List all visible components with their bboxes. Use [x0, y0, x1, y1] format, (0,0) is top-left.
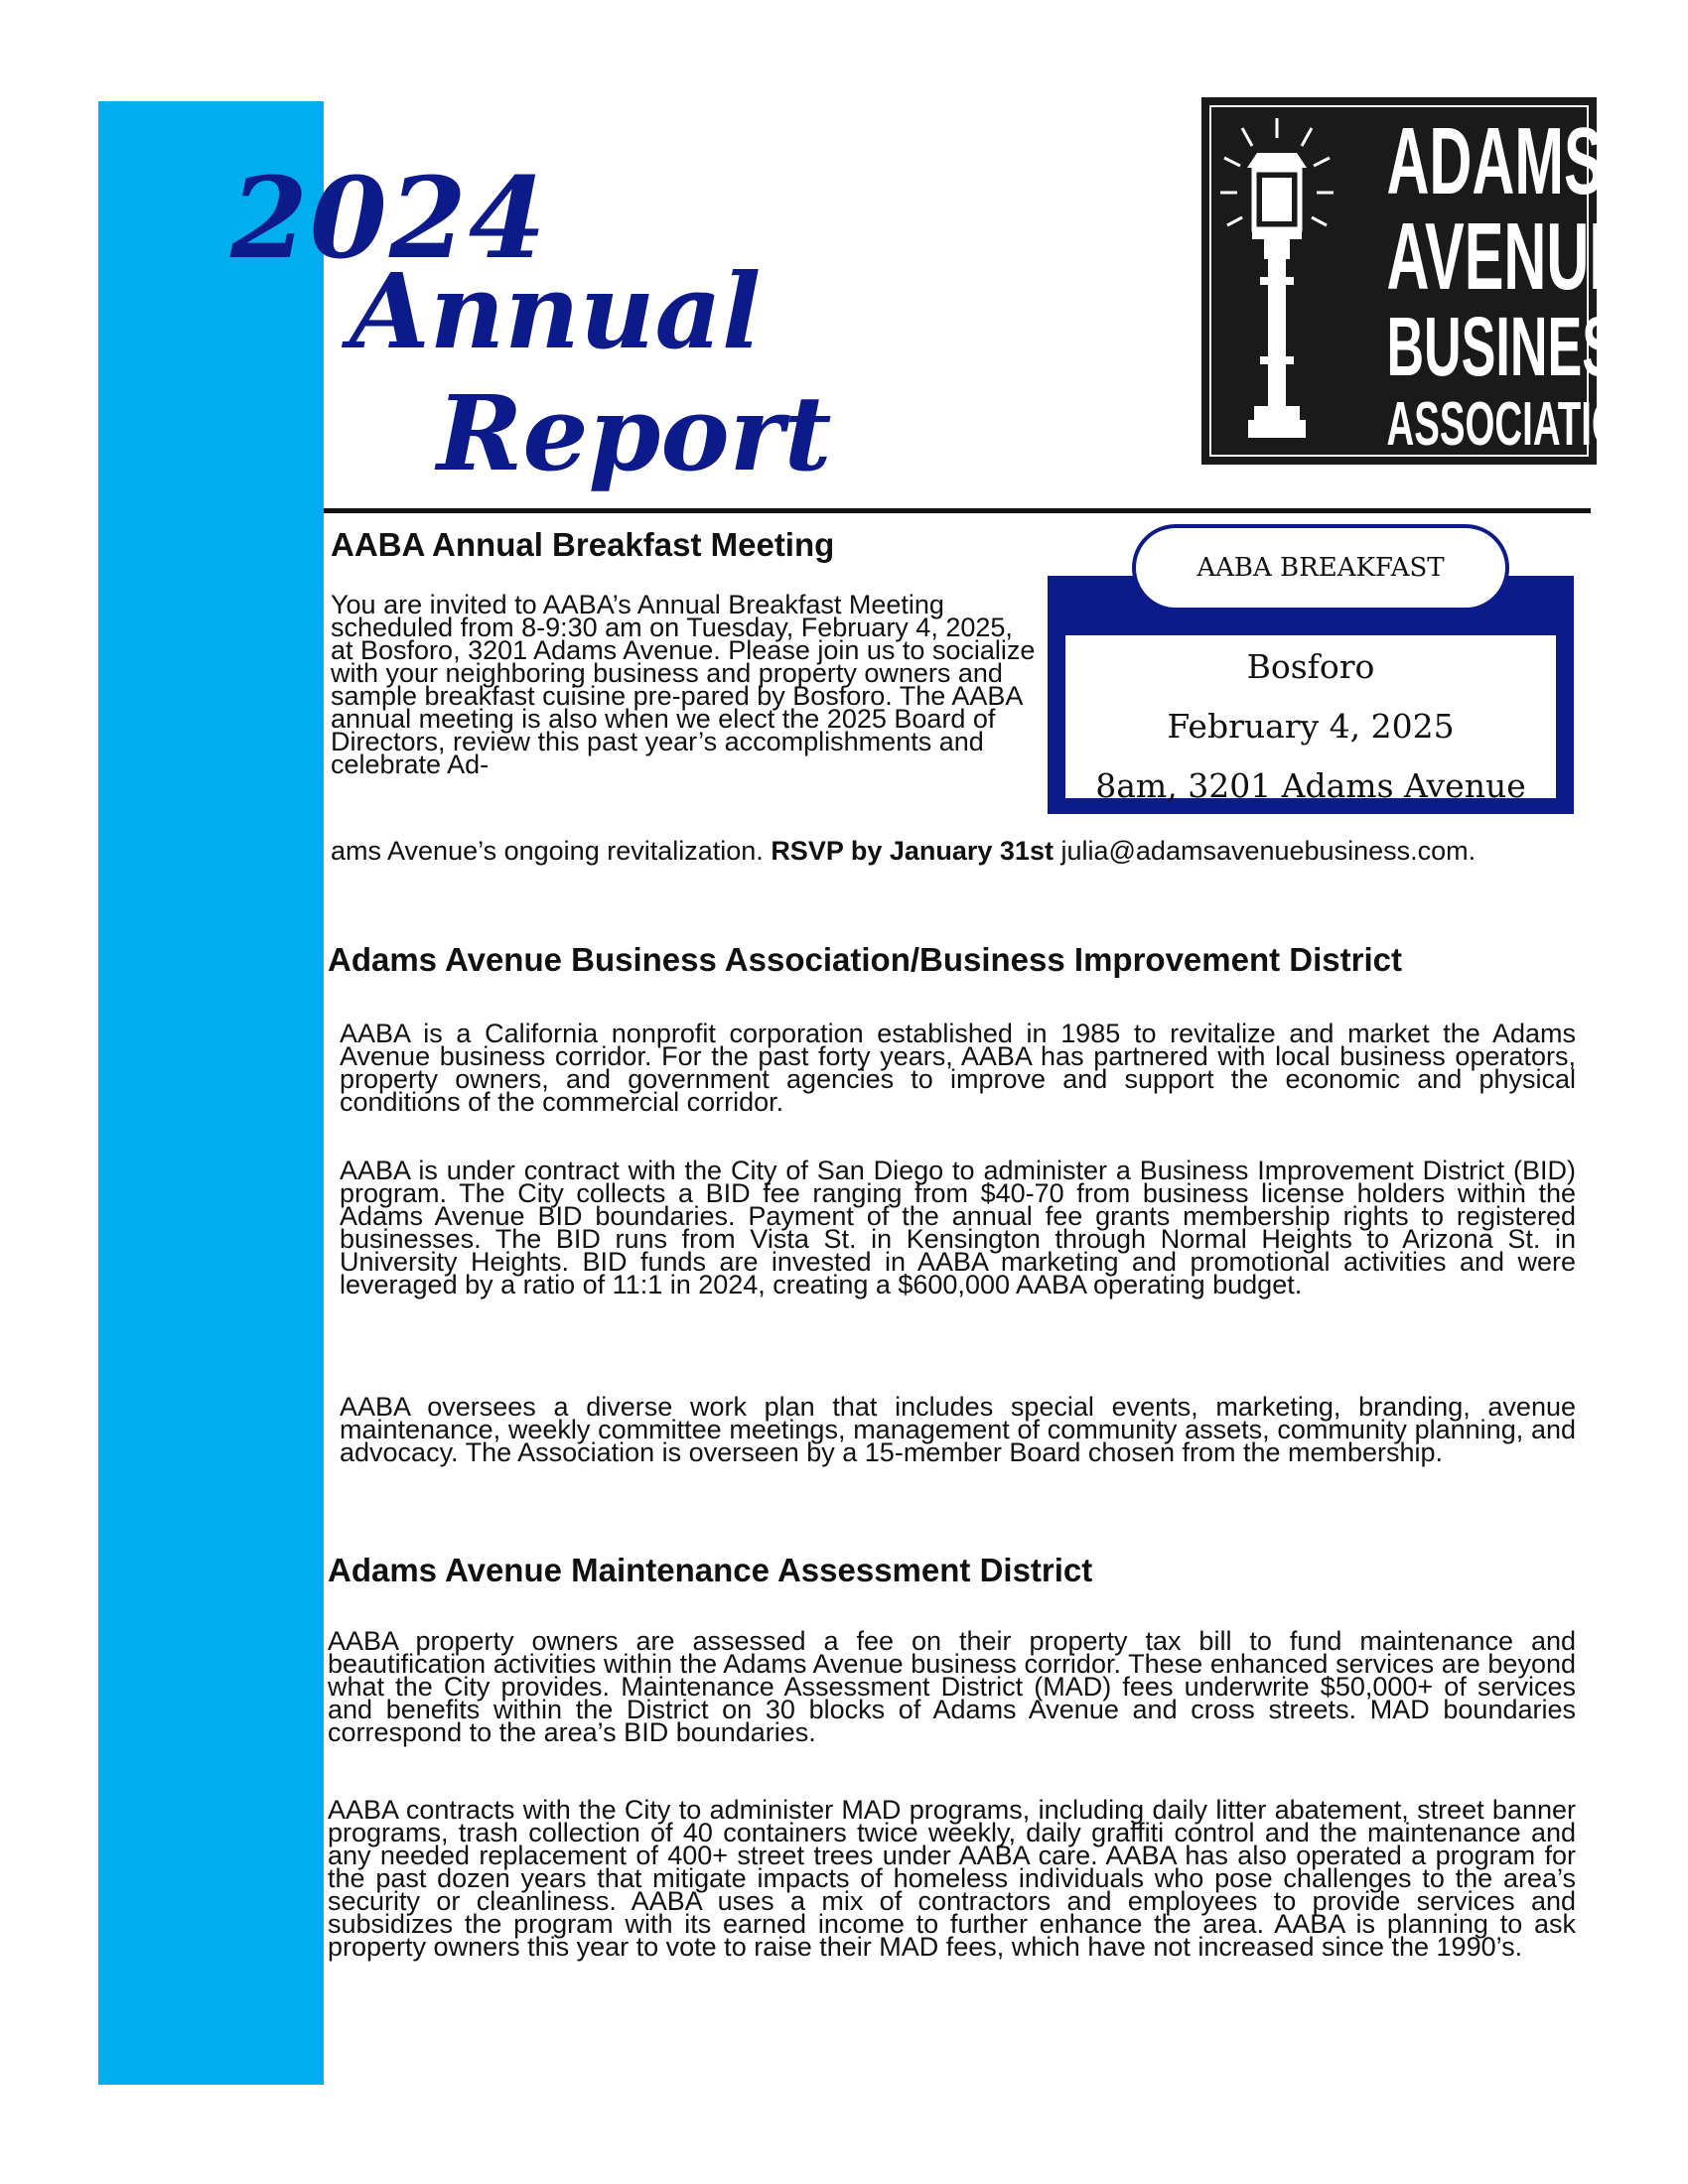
- mad-heading: Adams Avenue Maintenance Assessment District: [328, 1552, 1093, 1588]
- event-venue: Bosforo: [1246, 647, 1375, 686]
- aaba-logo: [1201, 97, 1651, 465]
- mad-paragraph: AABA contracts with the City to administer MAD programs, including daily litter abatement, street banner programs, trash collection of 40 containers twice weekly, daily graffiti control and the maintenance and any needed replacement of 400+ street trees under AABA care. AABA has also operated a program for the past dozen years that mitigate impacts of homeless individuals who pose challenges to the area’s security or cleanliness. AABA uses a mix of contractors and employees to provide services and subsidizes the program with its earned income to further enhance the area. AABA is planning to ask property owners this year to vote to raise their MAD fees, which have not increased since the 1990’s.: [328, 1795, 1576, 1962]
- event-time-address: 8am, 3201 Adams Avenue: [1095, 766, 1526, 805]
- breakfast-invitation-text: You are invited to AABA’s Annual Breakfast Meeting scheduled from 8-9:30 am on Tuesday, February 4, 2025, at Bosforo, 3201 Adams Avenue. Please join us to socialize with your neighboring business and property owners and sample breakfast cuisine pre-pared by Bosforo. The AABA annual meeting is also when we elect the 2025 Board of Directors, review this past year’s accomplishments and celebrate Ad-: [331, 590, 1036, 779]
- left-accent-bar: [98, 101, 324, 2085]
- bid-paragraph: AABA is under contract with the City of San Diego to administer a Business Improvement District (BID) program. The City collects a BID fee ranging from $40-70 from business license holders within the Adams Avenue BID boundaries. Payment of the annual fee grants membership rights to registered businesses. The BID runs from Vista St. in Kensington through Normal Heights to Arizona St. in University Heights. BID funds are invested in AABA marketing and promotional activities and were leveraged by a ratio of 11:1 in 2024, creating a $600,000 AABA operating budget.: [340, 1156, 1576, 1299]
- breakfast-event-box: [1048, 576, 1574, 814]
- bid-paragraph: AABA oversees a diverse work plan that includes special events, marketing, branding, avenue maintenance, weekly committee meetings, management of community assets, community planning, and advocacy. The Association is overseen by a 15-member Board chosen from the membership.: [340, 1392, 1576, 1467]
- rsvp-deadline: RSVP by January 31st: [771, 836, 1054, 866]
- event-date: February 4, 2025: [1167, 707, 1455, 746]
- mad-paragraph: AABA property owners are assessed a fee on their property tax bill to fund maintenance and beautification activities within the Adams Avenue business corridor. These enhanced services are beyond what the City provides. Maintenance Assessment District (MAD) fees underwrite $50,000+ of services and benefits within the District on 30 blocks of Adams Avenue and cross streets. MAD boundaries correspond to the area’s BID boundaries.: [328, 1626, 1576, 1747]
- street-lamp-icon: [1212, 108, 1341, 456]
- logo-word-association: ASSOCIATION: [1386, 390, 1649, 459]
- breakfast-heading: AABA Annual Breakfast Meeting: [331, 526, 835, 563]
- report-title-report: Report: [437, 372, 832, 494]
- bid-heading: Adams Avenue Business Association/Business Improvement District: [328, 941, 1402, 978]
- header-divider: [324, 508, 1591, 513]
- rsvp-line: [331, 836, 1621, 866]
- report-title-year: 2024: [230, 154, 548, 284]
- logo-word-business: BUSINESS: [1386, 300, 1651, 393]
- report-title-annual: Annual: [350, 250, 762, 372]
- bid-paragraph: AABA is a California nonprofit corporation established in 1985 to revitalize and market the Adams Avenue business corridor. For the past forty years, AABA has partnered with local business operators, property owners, and government agencies to improve and support the economic and physical conditions of the commercial corridor.: [340, 1019, 1576, 1117]
- event-box-label: AABA BREAKFAST: [1132, 524, 1509, 612]
- logo-word-adams: ADAMS: [1386, 108, 1604, 214]
- rsvp-lead: ams Avenue’s ongoing revitalization.: [331, 836, 764, 866]
- logo-word-avenue: AVENUE: [1386, 204, 1629, 310]
- rsvp-email: julia@adamsavenuebusiness.com.: [1060, 836, 1477, 866]
